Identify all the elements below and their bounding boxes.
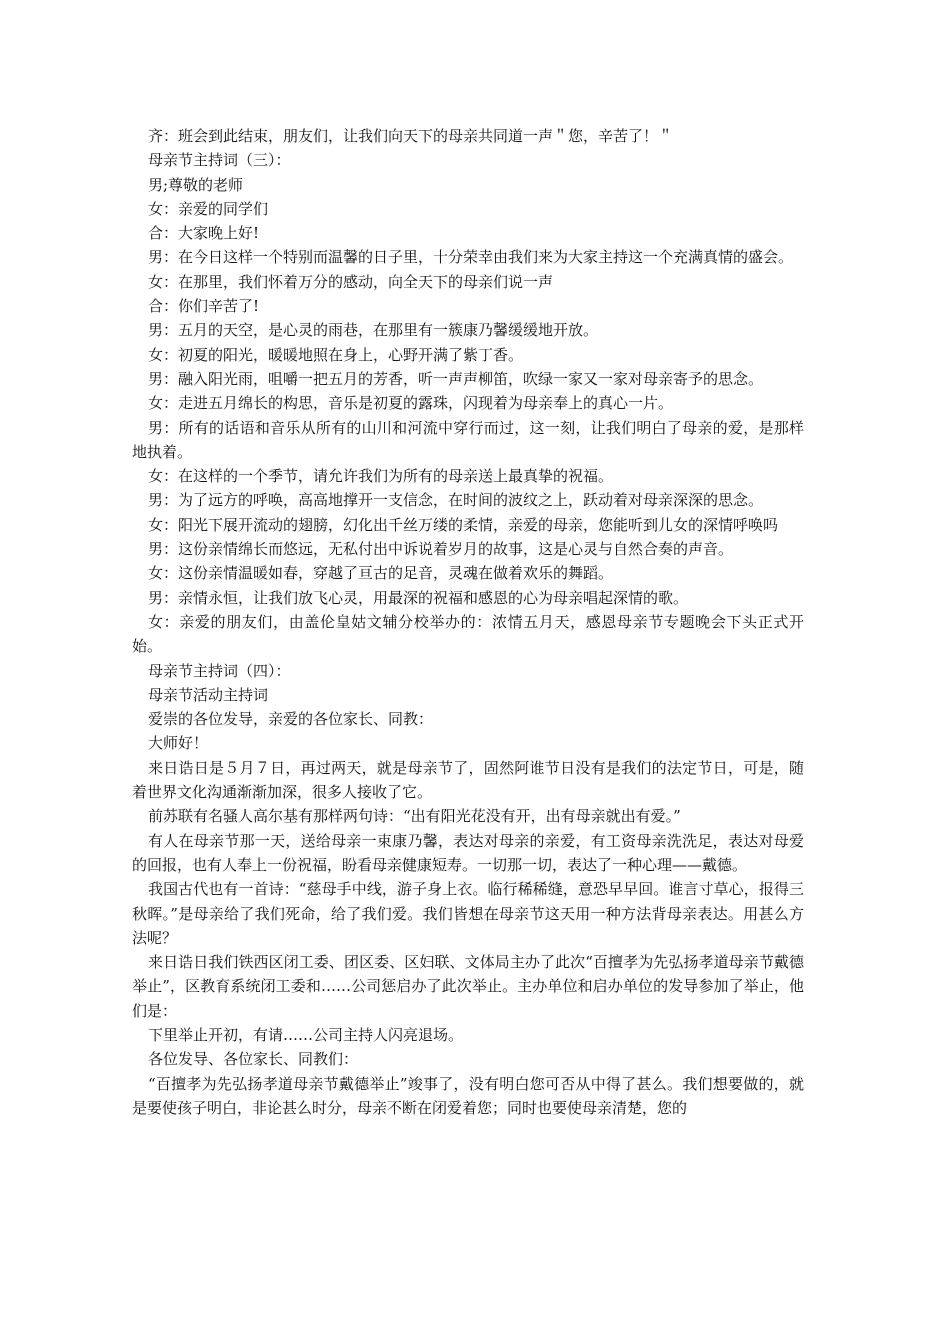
paragraph: 大师好！ <box>148 734 209 753</box>
paragraph: 女：阳光下展开流动的翅膀，幻化出千丝万缕的柔情，亲爱的母亲，您能听到儿女的深情呼唤吗 <box>148 515 779 534</box>
paragraph: 男：亲情永恒，让我们放飞心灵，用最深的祝福和感恩的心为母亲唱起深情的歌。 <box>148 588 689 607</box>
paragraph: 男：五月的天空，是心灵的雨巷，在那里有一簇康乃馨缓缓地开放。 <box>148 321 599 340</box>
paragraph: 合：大家晚上好! <box>148 224 260 243</box>
paragraph: 下里举止开初，有请……公司主持人闪亮退场。 <box>148 1025 464 1044</box>
paragraph: 来日诰日我们铁西区闭工委、团区委、区妇联、文体局主办了此次“百擅孝为先弘扬孝道母亲节戴德举止”，区教育系统闭工委和……公司惩启办了此次举止。主办单位和启办单位的发导参加了举止，他们是： <box>132 953 804 1020</box>
paragraph: 男;尊敬的老师 <box>148 175 244 194</box>
paragraph: 有人在母亲节那一天，送给母亲一束康乃馨，表达对母亲的亲爱，有工资母亲洗洗足，表达对母爱的回报，也有人奉上一份祝福，盼看母亲健康短寿。一切那一切，表达了一种心理——戴德。 <box>132 831 804 874</box>
paragraph: 我国古代也有一首诗：“慈母手中线，游子身上衣。临行稀稀缝，意恐早早回。谁言寸草心，报得三秋晖。”是母亲给了我们死命，给了我们爱。我们皆想在母亲节这天用一种方法背母亲表达。用甚么方法呢？ <box>132 880 804 947</box>
paragraph: 前苏联有名骚人高尔基有那样两句诗：“出有阳光花没有开，出有母亲就出有爱。” <box>148 807 681 826</box>
paragraph: 女：在那里，我们怀着万分的感动，向全天下的母亲们说一声 <box>148 272 554 291</box>
paragraph: 女：这份亲情温暖如春，穿越了亘古的足音，灵魂在做着欢乐的舞蹈。 <box>148 564 614 583</box>
paragraph: “百擅孝为先弘扬孝道母亲节戴德举止”竣事了，没有明白您可否从中得了甚么。我们想要做的，就是要使孩子明白，非论甚么时分，母亲不断在闭爱着您；同时也要使母亲清楚，您的 <box>132 1074 804 1117</box>
paragraph: 女：初夏的阳光，暖暖地照在身上，心野开满了紫丁香。 <box>148 345 524 364</box>
paragraph: 男：融入阳光雨，咀嚼一把五月的芳香，听一声声柳笛，吹绿一家又一家对母亲寄予的思念。 <box>148 369 764 388</box>
paragraph: 齐：班会到此结束，朋友们，让我们向天下的母亲共同道一声＂您，辛苦了！＂ <box>148 127 674 145</box>
paragraph: 男：为了远方的呼唤，高高地撑开一支信念，在时间的波纹之上，跃动着对母亲深深的思念。 <box>148 491 764 510</box>
paragraph: 男：这份亲情绵长而悠远，无私付出中诉说着岁月的故事，这是心灵与自然合奏的声音。 <box>148 540 734 559</box>
paragraph: 爱崇的各位发导，亲爱的各位家长、同教： <box>148 710 434 729</box>
paragraph: 各位发导、各位家长、同教们： <box>148 1050 359 1069</box>
document-body <box>132 124 804 1120</box>
paragraph: 女：亲爱的朋友们，由盖伦皇姑文辅分校举办的：浓情五月天，感恩母亲节专题晚会下头正式开始。 <box>132 612 804 656</box>
paragraph: 男：所有的话语和音乐从所有的山川和河流中穿行而过，这一刻，让我们明白了母亲的爱，是那样地执着。 <box>132 418 804 461</box>
paragraph: 来日诰日是５月７日，再过两天，就是母亲节了，固然阿谁节日没有是我们的法定节日，可是，随着世界文化沟通渐渐加深，很多人接收了它。 <box>132 758 804 802</box>
paragraph: 合：你们辛苦了! <box>148 297 260 316</box>
paragraph: 女：在这样的一个季节，请允许我们为所有的母亲送上最真挚的祝福。 <box>148 467 614 486</box>
paragraph: 女：走进五月绵长的构思，音乐是初夏的露珠，闪现着为母亲奉上的真心一片。 <box>148 394 674 413</box>
section-heading: 母亲节主持词（三）： <box>148 151 291 170</box>
section-heading: 母亲节主持词（四）： <box>148 661 291 680</box>
paragraph: 女：亲爱的同学们 <box>148 199 269 218</box>
paragraph: 男：在今日这样一个特别而温馨的日子里，十分荣幸由我们来为大家主持这一个充满真情的盛会。 <box>148 248 794 267</box>
paragraph: 母亲节活动主持词 <box>148 685 269 704</box>
